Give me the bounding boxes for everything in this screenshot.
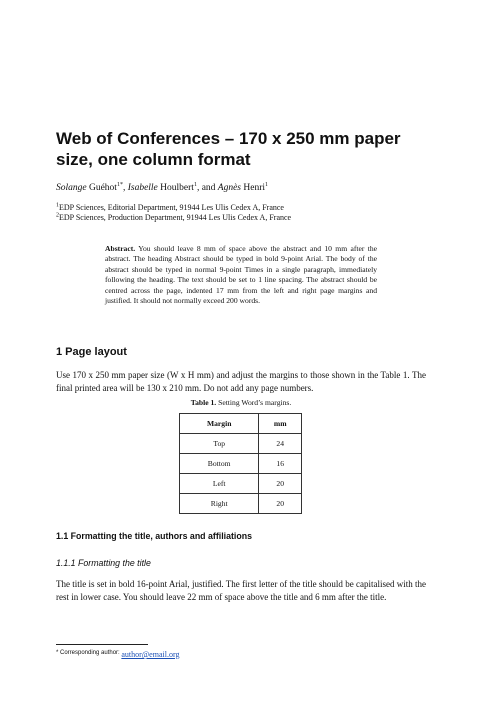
author-last-name: Houlbert: [160, 183, 194, 193]
abstract-heading: Abstract.: [105, 244, 136, 253]
affiliation-mark: 1: [56, 202, 59, 209]
author-affiliation-mark: 1: [265, 181, 269, 188]
footnote-divider: [56, 644, 148, 645]
table-header-cell: mm: [259, 414, 302, 434]
author-first-name: Agnès: [217, 183, 241, 193]
table-header-cell: Margin: [180, 414, 259, 434]
author-email-link[interactable]: author@email.org: [121, 650, 180, 659]
author-first-name: Isabelle: [127, 183, 158, 193]
margins-table: [179, 413, 302, 514]
table-row: [180, 434, 302, 454]
affiliation: [56, 203, 284, 212]
table-cell: 24: [259, 434, 302, 454]
table-row: [180, 494, 302, 514]
subsection-heading: 1.1 Formatting the title, authors and affiliations: [56, 531, 252, 541]
affiliation-text: EDP Sciences, Editorial Department, 91944 Les Ulis Cedex A, France: [59, 203, 284, 212]
abstract: [105, 244, 377, 306]
author-last-name: Henri: [243, 183, 266, 193]
table-caption: [0, 398, 482, 407]
table-caption-label: Table 1.: [190, 398, 217, 407]
table-cell: Top: [180, 434, 259, 454]
author-separator: , and: [196, 183, 218, 193]
affiliation-mark: 2: [56, 212, 59, 219]
author-separator: ,: [122, 183, 128, 193]
author-affiliation-mark: 1*: [116, 181, 123, 188]
table-cell: Right: [180, 494, 259, 514]
paper-title: Web of Conferences – 170 x 250 mm paper size, one column format: [56, 129, 401, 169]
affiliation: [56, 213, 291, 222]
author-last-name: Guéhot: [88, 183, 117, 193]
author-first-name: Solange: [56, 183, 87, 193]
table-row: [180, 474, 302, 494]
affiliation-text: EDP Sciences, Production Department, 91944 Les Ulis Cedex A, France: [59, 213, 292, 222]
table-cell: Left: [180, 474, 259, 494]
table-row: [180, 454, 302, 474]
abstract-text: You should leave 8 mm of space above the abstract and 10 mm after the abstract. The heading Abstract should be typed in bold 9-point Arial. The body of the abstract should be typed in normal 9-point Times in a single paragraph, immediately following the heading. The text should be set to 1 line spacing. The abstract should be centred across the page, indented 17 mm from the left and right page margins and justified. It should not normally exceed 200 words.: [105, 244, 377, 306]
table-cell: 20: [259, 494, 302, 514]
table-caption-text: Setting Word’s margins.: [216, 398, 292, 407]
author-affiliation-mark: 1: [193, 181, 197, 188]
table-cell: 16: [259, 454, 302, 474]
body-paragraph: Use 170 x 250 mm paper size (W x H mm) and adjust the margins to those shown in the Table 1. The final printed area will be 130 x 210 mm. Do not add any page numbers.: [56, 370, 426, 393]
table-header-row: [180, 414, 302, 434]
subsubsection-heading: 1.1.1 Formatting the title: [56, 558, 151, 568]
footnote: [56, 647, 180, 659]
body-paragraph: The title is set in bold 16-point Arial, justified. The first letter of the title should be capitalised with the rest in lower case. You should leave 22 mm of space above the title and 6 mm after the title.: [56, 579, 426, 602]
section-heading: 1 Page layout: [56, 346, 127, 358]
author-list: [56, 183, 268, 193]
footnote-label: * Corresponding author:: [56, 650, 122, 656]
table-cell: 20: [259, 474, 302, 494]
table-cell: Bottom: [180, 454, 259, 474]
